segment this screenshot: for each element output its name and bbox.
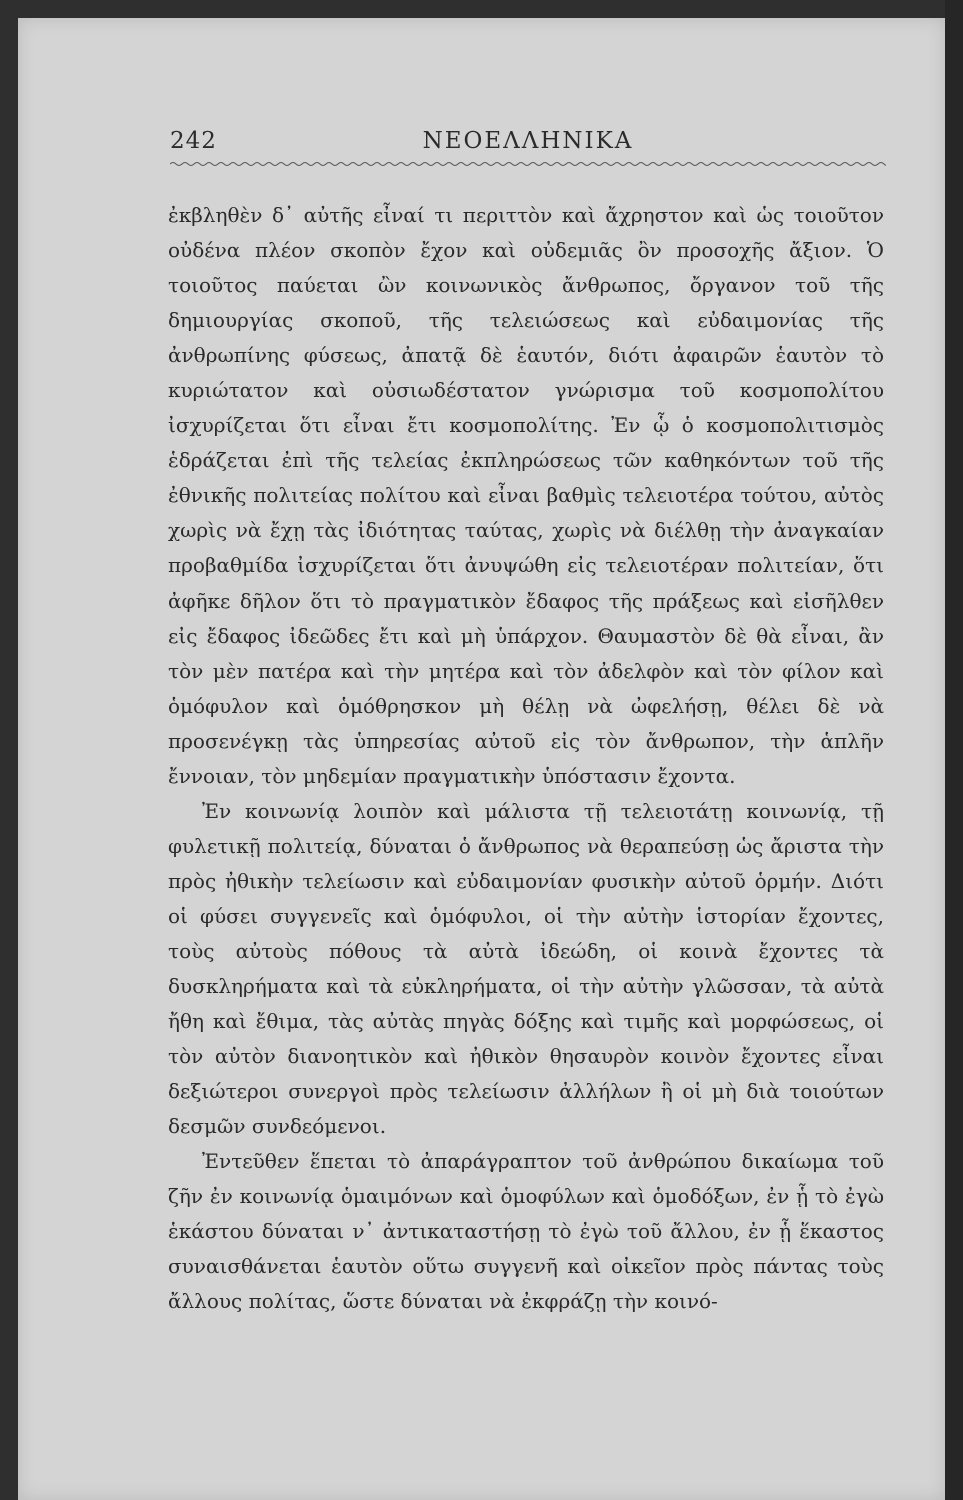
page-number: 242 — [170, 128, 217, 154]
paragraph-1: ἐκβληθὲν δ᾽ αὐτῆς εἶναί τι περιττὸν καὶ ἄχρηστον καὶ ὡς τοιοῦτον οὐδένα πλέον σκοπὸν ἔχον καὶ οὐδεμιᾶς ὂν προσοχῆς ἄξιον. Ὁ τοιοῦτος παύεται ὢν κοινωνικὸς ἄνθρωπος, ὄργανον τοῦ τῆς δημιουργίας σκοποῦ, τῆς τελειώσεως καὶ εὐδαιμονίας τῆς ἀνθρωπίνης φύσεως, ἀπατᾷ δὲ ἑαυτόν, διότι ἀφαιρῶν ἑαυτὸν τὸ κυριώτατον καὶ οὐσιωδέστατον γνώρισμα τοῦ κοσμοπολίτου ἰσχυρίζεται ὅτι εἶναι ἔτι κοσμοπολίτης. Ἐν ᾧ ὁ κοσμοπολιτισμὸς ἑδράζεται ἐπὶ τῆς τελείας ἐκπληρώσεως τῶν καθηκόντων τοῦ τῆς ἐθνικῆς πολιτείας πολίτου καὶ εἶναι βαθμὶς τελειοτέρα τούτου, αὐτὸς χωρὶς νὰ ἔχῃ τὰς ἰδιότητας ταύτας, χωρὶς νὰ διέλθῃ τὴν ἀναγκαίαν προβαθμίδα ἰσχυρίζεται ὅτι ἀνυψώθη εἰς τελειοτέραν πολιτείαν, ὅτι ἀφῆκε δῆλον ὅτι τὸ πραγματικὸν ἔδαφος τῆς πράξεως καὶ εἰσῆλθεν εἰς ἔδαφος ἰδεῶδες ἔτι καὶ μὴ ὑπάρχον. Θαυμαστὸν δὲ θὰ εἶναι, ἂν τὸν μὲν πατέρα καὶ τὴν μητέρα καὶ τὸν ἀδελφὸν καὶ τὸν φίλον καὶ ὁμόφυλον καὶ ὁμόθρησκον μὴ θέλῃ νὰ ὠφελήσῃ, θέλει δὲ νὰ προσενέγκῃ τὰς ὑπηρεσίας αὐτοῦ εἰς τὸν ἄνθρωπον, τὴν ἁπλῆν ἔννοιαν, τὸν μηδεμίαν πραγματικὴν ὑπόστασιν ἔχοντα. — [168, 203, 884, 788]
body-text — [168, 198, 884, 1320]
header-wavy-rule — [170, 160, 886, 168]
running-title: ΝΕΟΕΛΛΗΝΙΚΑ — [422, 128, 634, 154]
page-header — [170, 122, 886, 162]
page-edge-shadow — [945, 0, 963, 1500]
paragraph-3: Ἐντεῦθεν ἕπεται τὸ ἀπαράγραπτον τοῦ ἀνθρώπου δικαίωμα τοῦ ζῆν ἐν κοινωνίᾳ ὁμαιμόνων καὶ ὁμοφύλων καὶ ὁμοδόξων, ἐν ᾗ τὸ ἐγὼ ἑκάστου δύναται ν᾽ ἀντικαταστήσῃ τὸ ἐγὼ τοῦ ἄλλου, ἐν ᾗ ἕκαστος συναισθάνεται ἑαυτὸν οὕτω συγγενῆ καὶ οἰκεῖον πρὸς πάντας τοὺς ἄλλους πολίτας, ὥστε δύναται νὰ ἐκφράζῃ τὴν κοινό- — [168, 1149, 884, 1314]
paragraph-2: Ἐν κοινωνίᾳ λοιπὸν καὶ μάλιστα τῇ τελειοτάτῃ κοινωνίᾳ, τῇ φυλετικῇ πολιτείᾳ, δύναται ὁ ἄνθρωπος νὰ θεραπεύσῃ ὡς ἄριστα τὴν πρὸς ἠθικὴν τελείωσιν καὶ εὐδαιμονίαν φυσικὴν αὐτοῦ ὁρμήν. Διότι οἱ φύσει συγγενεῖς καὶ ὁμόφυλοι, οἱ τὴν αὐτὴν ἱστορίαν ἔχοντες, τοὺς αὐτοὺς πόθους τὰ αὐτὰ ἰδεώδη, οἱ κοινὰ ἔχοντες τὰ δυσκληρήματα καὶ τὰ εὐκληρήματα, οἱ τὴν αὐτὴν γλῶσσαν, τὰ αὐτὰ ἤθη καὶ ἔθιμα, τὰς αὐτὰς πηγὰς δόξης καὶ τιμῆς καὶ μορφώσεως, οἱ τὸν αὐτὸν διανοητικὸν καὶ ἠθικὸν θησαυρὸν κοινὸν ἔχοντες εἶναι δεξιώτεροι συνεργοὶ πρὸς τελείωσιν ἀλλήλων ἢ οἱ μὴ διὰ τοιούτων δεσμῶν συνδεόμενοι. — [168, 798, 884, 1139]
